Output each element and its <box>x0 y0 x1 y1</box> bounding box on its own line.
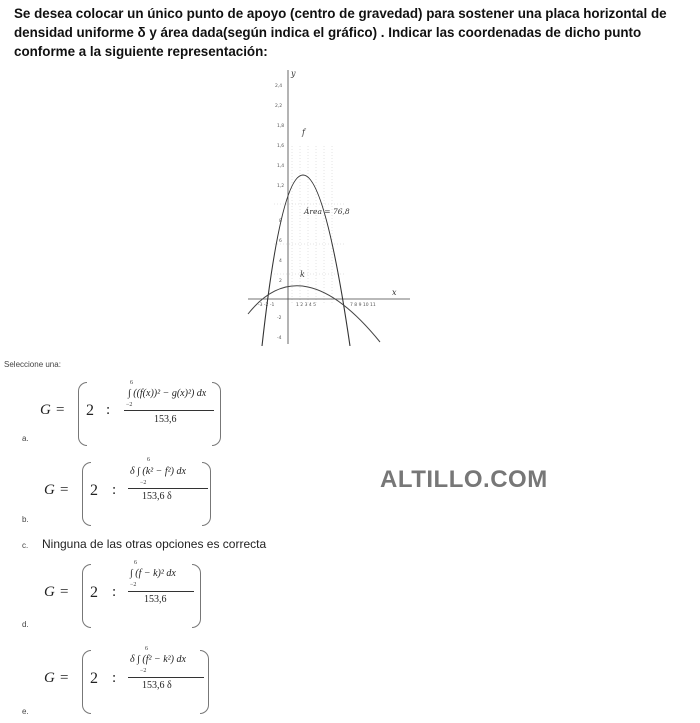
svg-text:2,2: 2,2 <box>275 104 283 109</box>
formula-g: G <box>40 402 51 418</box>
svg-text:-3 -2 -1: -3 -2 -1 <box>258 303 275 308</box>
option-a-formula[interactable] <box>40 380 230 450</box>
formula-two: 2 <box>90 670 98 687</box>
formula-two: 2 <box>90 584 98 601</box>
integral-lower: −2 <box>130 582 137 588</box>
svg-text:1,6: 1,6 <box>277 144 285 149</box>
option-c-letter[interactable]: c. <box>22 541 29 550</box>
fraction-bar <box>128 488 208 489</box>
formula-two: 2 <box>90 482 98 499</box>
watermark-logo: ALTILLO.COM <box>380 466 548 493</box>
formula-eq: = <box>60 482 69 498</box>
formula-eq: = <box>60 584 69 600</box>
fraction-bar <box>124 410 214 411</box>
svg-text:2,4: 2,4 <box>275 84 283 89</box>
formula-g: G <box>44 670 55 686</box>
curve-k <box>248 286 380 342</box>
svg-text:1 2 3 4 5: 1 2 3 4 5 <box>296 303 317 308</box>
numerator: ∫ ((f(x))² − g(x)²) dx <box>128 388 207 399</box>
svg-text:8: 8 <box>279 219 282 224</box>
formula-colon: : <box>112 482 117 498</box>
option-e-formula[interactable] <box>44 648 214 718</box>
denominator: 153,6 δ <box>142 491 172 502</box>
right-paren <box>212 382 221 446</box>
formula-g: G <box>44 482 55 498</box>
svg-text:6: 6 <box>279 239 282 244</box>
option-d-formula[interactable] <box>44 562 214 632</box>
integral-upper: 6 <box>134 560 137 566</box>
fraction-bar <box>128 677 204 678</box>
denominator: 153,6 <box>154 414 177 425</box>
svg-text:1,8: 1,8 <box>277 124 285 129</box>
svg-text:1,2: 1,2 <box>277 184 285 189</box>
question-text: Se desea colocar un único punto de apoyo (centro de gravedad) para sostener una placa horizontal de densidad uniforme δ y área dada(según indica el gráfico) . Indicar las coordenadas de dicho punto conforme a la siguiente representación: <box>14 6 667 59</box>
numerator: ∫ (f − k)² dx <box>130 568 176 579</box>
integral-lower: −2 <box>140 668 147 674</box>
right-paren <box>200 650 209 714</box>
select-label: Seleccione una: <box>4 360 61 369</box>
svg-text:7 8 9 10 11: 7 8 9 10 11 <box>350 303 376 308</box>
curve-k-label: k <box>300 270 305 279</box>
formula-colon: : <box>112 670 117 686</box>
y-axis-label: y <box>291 69 296 78</box>
option-e-letter[interactable]: e. <box>22 707 29 716</box>
numerator: δ ∫ (k² − f²) dx <box>130 466 186 477</box>
integral-lower: −2 <box>126 402 133 408</box>
formula-g: G <box>44 584 55 600</box>
denominator: 153,6 δ <box>142 680 172 691</box>
option-b-formula[interactable] <box>44 457 224 530</box>
option-c-text[interactable]: Ninguna de las otras opciones es correcta <box>42 537 267 551</box>
numerator: δ ∫ (f² − k²) dx <box>130 654 186 665</box>
svg-text:-4: -4 <box>277 336 282 341</box>
svg-text:-2: -2 <box>277 316 282 321</box>
integral-upper: 6 <box>145 646 148 652</box>
graph-figure <box>244 64 416 346</box>
formula-two: 2 <box>86 402 94 419</box>
option-a-letter[interactable]: a. <box>22 434 29 443</box>
formula-colon: : <box>106 402 111 418</box>
formula-eq: = <box>60 670 69 686</box>
formula-eq: = <box>56 402 65 418</box>
formula-colon: : <box>112 584 117 600</box>
svg-text:1,4: 1,4 <box>277 164 285 169</box>
option-b-letter[interactable]: b. <box>22 515 29 524</box>
integral-upper: 6 <box>130 380 133 386</box>
area-label: Área = 76,8 <box>304 207 350 216</box>
fraction-bar <box>128 591 194 592</box>
right-paren <box>202 462 211 526</box>
svg-text:2: 2 <box>279 279 282 284</box>
svg-text:4: 4 <box>279 259 282 264</box>
curve-f-label: f <box>302 128 305 137</box>
denominator: 153,6 <box>144 594 167 605</box>
x-axis-label: x <box>392 288 397 297</box>
integral-upper: 6 <box>147 457 150 463</box>
right-paren <box>192 564 201 628</box>
option-d-letter[interactable]: d. <box>22 620 29 629</box>
curve-f <box>262 175 350 346</box>
integral-lower: −2 <box>140 480 147 486</box>
